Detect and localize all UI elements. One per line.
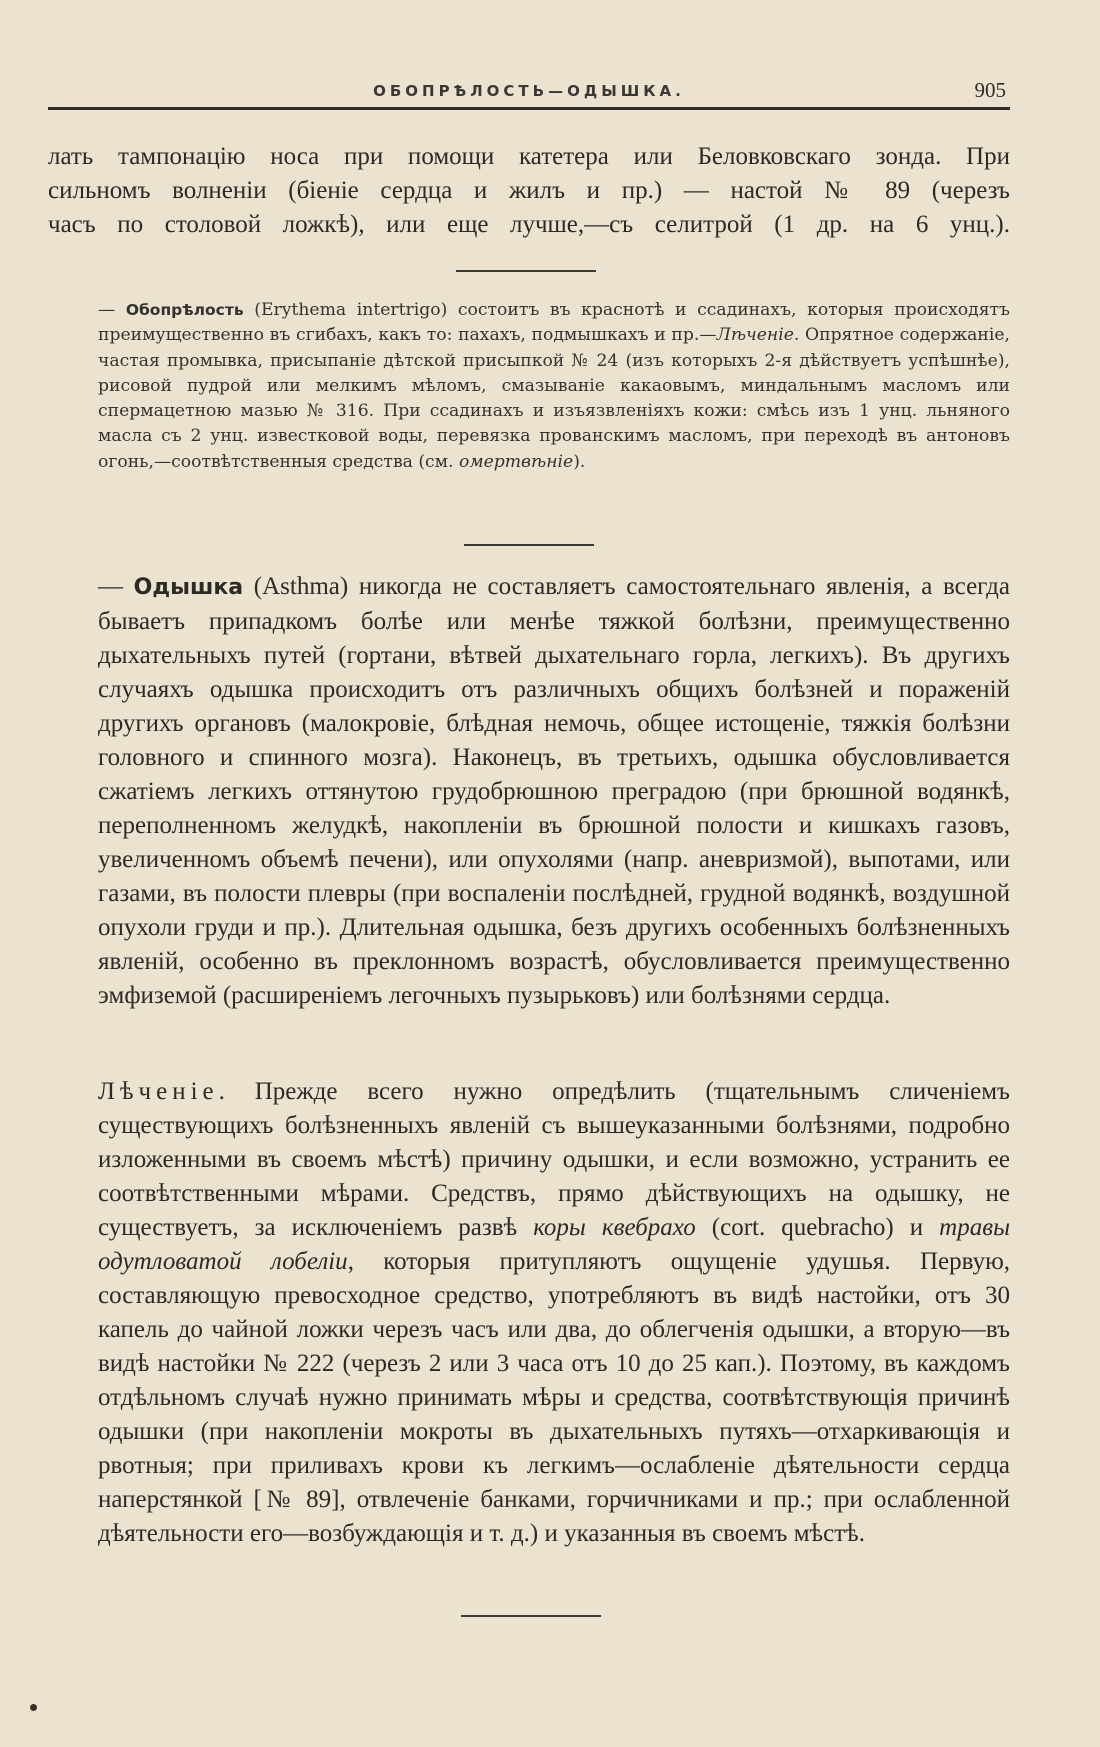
entry-odyshka-body: (Asthma) никогда не составляетъ самостоятельнаго явленія, а всегда бываетъ припадкомъ болѣе или менѣе тяжкой болѣзни, преимущественно дыхательныхъ путей (гортани, вѣтвей дыхательнаго горла, легкихъ). Въ другихъ случаяхъ одышка происходитъ отъ различныхъ общихъ болѣзней и пораженій другихъ органовъ (малокровіе, блѣдная немочь, общее истощеніе, тяжкія болѣзни головного и спинного мозга). Наконецъ, въ третьихъ, одышка обусловливается сжатіемъ легкихъ оттянутою грудобрюшною преградою (при брюшной водянкѣ, переполненномъ желудкѣ, накопленіи въ брюшной полости и кишкахъ газовъ, увеличенномъ объемѣ печени), или опухолями (напр. аневризмой), выпотами, или газами, въ полости плевры (при воспаленіи послѣдней, грудной водянкѣ, воздушной опухоли груди и пр.). Длительная одышка, безъ другихъ особенныхъ болѣзненныхъ явленій, особенно въ преклонномъ возрастѣ, обусловливается преимущественно эмфиземой (расширеніемъ легочныхъ пузырьковъ) или болѣзнями сердца. [98,573,1010,1009]
entry-odyshka [48,570,1010,1013]
section-divider [461,1615,601,1617]
continuation-line-3: часъ по столовой ложкѣ), или еще лучше,—съ селитрой (1 др. на 6 унц.). [48,211,1010,238]
ink-speck [30,1704,37,1711]
book-page [48,0,1010,1747]
remedy-quebracho: коры квебрахо [533,1214,696,1241]
entry-oboprelost-body-1: (Erythema intertrigo) состоитъ въ краснотѣ и ссадинахъ, которыя происходятъ преимущественно въ сгибахъ, какъ то: пахахъ, подмышкахъ и пр.— [98,300,1010,346]
remedy-lobelia: травы одутловатой лобеліи [98,1214,1010,1275]
header-title: ОБОПРѢЛОСТЬ—ОДЫШКА. [373,82,685,100]
entry-term-odyshka: Одышка [133,575,244,600]
entry-oboprelost-body-2: . Опрятное содержаніе, частая промывка, присыпаніе дѣтской присыпкой № 24 (изъ которыхъ 2-я дѣйствуетъ успѣшнѣе), рисовой пудрой или мелкимъ мѣломъ, смазываніе какаовымъ, миндальнымъ масломъ или спермацетною мазью № 316. При ссадинахъ и изъязвленіяхъ кожи: смѣсь изъ 1 унц. льняного масла съ 2 унц. известковой воды, перевязка прованскимъ масломъ, при переходѣ въ антоновъ огонь,—соотвѣтственныя средства (см. [98,325,1010,472]
treatment-label: Лѣченіе [716,325,794,346]
entry-dash: — [98,573,134,600]
entry-odyshka-treatment [48,1075,1010,1551]
entry-dash: — [98,300,126,320]
treatment-body-2: (cort. quebracho) и [695,1214,940,1241]
treatment-text [48,1075,1010,1551]
entry-oboprelost [48,298,1010,475]
entry-oboprelost-text [48,298,1010,475]
header-rule [48,107,1010,110]
continuation-line-2: сильномъ волненіи (біеніе сердца и жилъ и пр.) — настой № 89 (черезъ [48,177,1010,204]
page-number: 905 [974,78,1006,102]
continuation-paragraph [48,140,1010,242]
treatment-body-3: , которыя притупляютъ ощущеніе удушья. Первую, составляющую превосходное средство, употребляютъ въ видѣ настойки, отъ 30 капель до чайной ложки черезъ часъ или два, до облегченія одышки, а вторую—въ видѣ настойки № 222 (черезъ 2 или 3 часа отъ 10 до 25 кап.). Поэтому, въ каждомъ отдѣльномъ случаѣ нужно принимать мѣры и средства, соотвѣтствующія причинѣ одышки (при накопленіи мокроты въ дыхательныхъ путяхъ—отхаркивающія и рвотныя; при приливахъ крови къ легкимъ—ослабленіе дѣятельности сердца наперстянкой [№ 89], отвлеченіе банками, горчичниками и пр.; при ослабленной дѣятельности его—возбуждающія и т. д.) и указанныя въ своемъ мѣстѣ. [98,1248,1011,1547]
cross-reference: омертвѣніе [458,451,574,472]
treatment-label: Лѣченіе [98,1078,219,1105]
entry-term-oboprelost: Обопрѣлость [125,301,244,319]
continuation-line-1: лать тампонацію носа при помощи катетера или Беловковскаго зонда. При [48,143,1010,170]
treatment-body-1: . Прежде всего нужно опредѣлить (тщательнымъ сличеніемъ существующихъ болѣзненныхъ явленій съ вышеуказанными болѣзнями, подробно изложенными въ своемъ мѣстѣ) причину одышки, и если возможно, устранить ее соотвѣтственными мѣрами. Средствъ, прямо дѣйствующихъ на одышку, не существуетъ, за исключеніемъ развѣ [98,1078,1010,1241]
entry-oboprelost-body-3: ). [573,451,586,472]
running-header [48,78,1010,106]
section-divider [464,544,594,546]
entry-odyshka-text [48,570,1010,1013]
section-divider [456,270,596,272]
